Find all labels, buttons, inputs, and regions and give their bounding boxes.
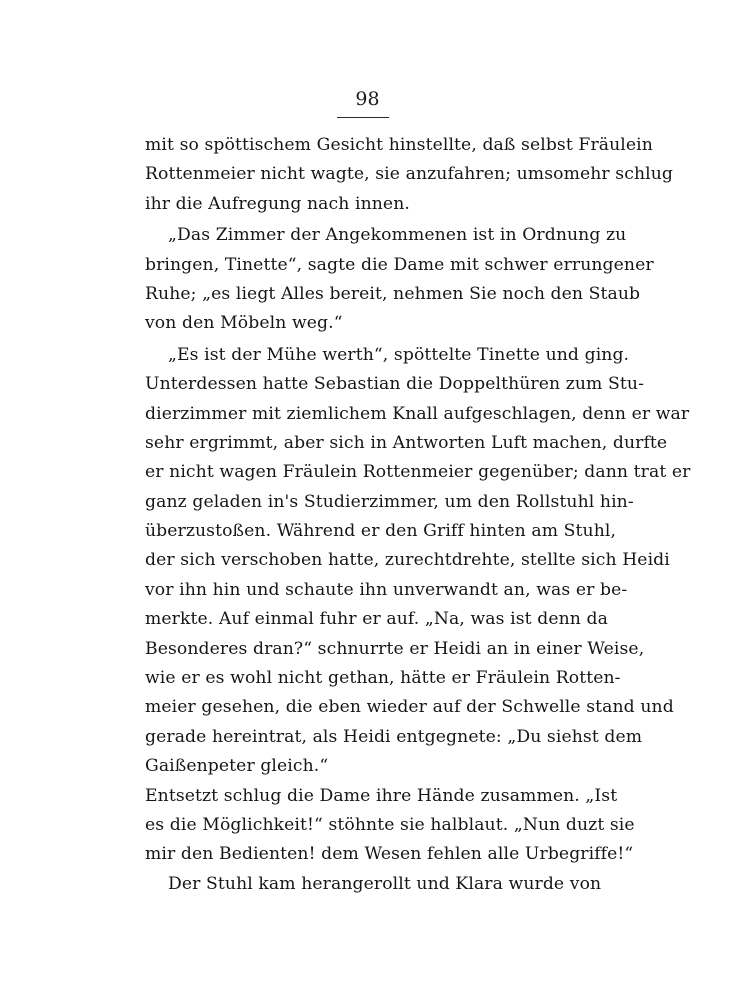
text-line: mir den Bedienten! dem Wesen fehlen alle Urbegriffe!“ <box>145 844 634 865</box>
text-line: Entsetzt schlug die Dame ihre Hände zusammen. „Ist <box>145 785 618 806</box>
text-line: „Das Zimmer der Angekommenen ist in Ordnung zu <box>168 225 627 246</box>
text-line: wie er es wohl nicht gethan, hätte er Fräulein Rotten- <box>145 668 621 689</box>
text-line: bringen, Tinette“, sagte die Dame mit schwer errungener <box>145 254 654 275</box>
text-line: er nicht wagen Fräulein Rottenmeier gegenüber; dann trat er <box>145 462 691 483</box>
text-line: ganz geladen in's Studierzimmer, um den Rollstuhl hin- <box>145 491 634 512</box>
page-number: 98 <box>355 88 380 110</box>
text-line: sehr ergrimmt, aber sich in Antworten Luft machen, durfte <box>145 432 668 453</box>
text-line: Gaißenpeter gleich.“ <box>145 756 329 777</box>
text-line: überzustoßen. Während er den Griff hinten am Stuhl, <box>145 521 617 542</box>
text-line: merkte. Auf einmal fuhr er auf. „Na, was ist denn da <box>145 609 608 630</box>
text-line: mit so spöttischem Gesicht hinstellte, daß selbst Fräulein <box>145 135 653 155</box>
text-line: vor ihn hin und schaute ihn unverwandt an, was er be- <box>145 579 628 600</box>
text-line: Besonderes dran?“ schnurrte er Heidi an in einer Weise, <box>145 638 645 659</box>
text-line: Der Stuhl kam herangerollt und Klara wurde von <box>168 873 602 894</box>
text-line: es die Möglichkeit!“ stöhnte sie halblaut. „Nun duzt sie <box>145 814 635 835</box>
page-number-underline <box>337 117 389 118</box>
text-line: „Es ist der Mühe werth“, spöttelte Tinette und ging. <box>168 344 630 365</box>
text-line: Unterdessen hatte Sebastian die Doppelthüren zum Stu- <box>145 374 644 395</box>
text-line: gerade hereintrat, als Heidi entgegnete: „Du siehst dem <box>145 726 643 747</box>
body-text <box>145 131 691 899</box>
text-line: der sich verschoben hatte, zurechtdrehte, stellte sich Heidi <box>145 550 670 571</box>
text-line: dierzimmer mit ziemlichem Knall aufgeschlagen, denn er war <box>145 403 690 424</box>
text-line: von den Möbeln weg.“ <box>145 313 343 334</box>
text-line: meier gesehen, die eben wieder auf der Schwelle stand und <box>145 697 674 718</box>
text-line: Rottenmeier nicht wagte, sie anzufahren; umsomehr schlug <box>145 164 673 185</box>
text-line: ihr die Aufregung nach innen. <box>145 193 410 214</box>
text-line: Ruhe; „es liegt Alles bereit, nehmen Sie noch den Staub <box>145 283 641 304</box>
